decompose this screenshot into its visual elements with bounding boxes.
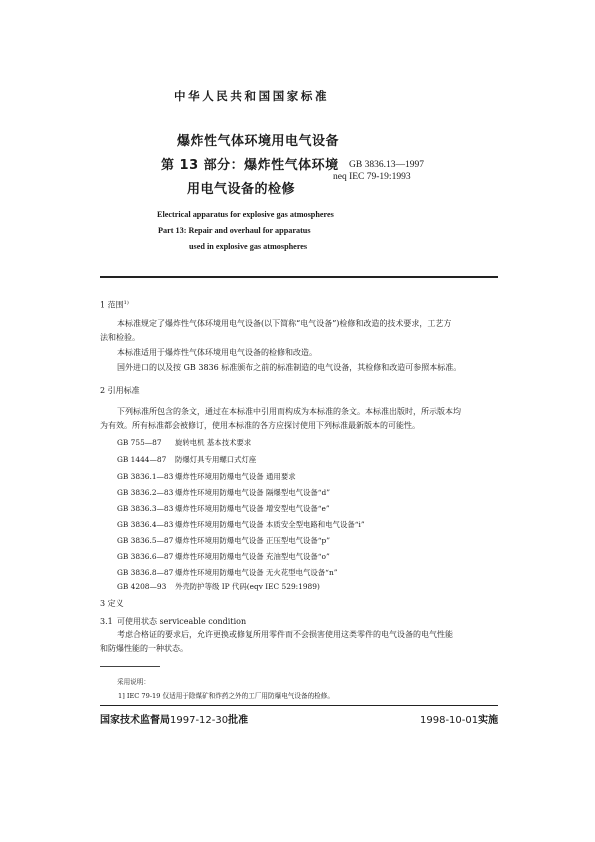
section-1-heading xyxy=(100,297,129,312)
header-divider xyxy=(100,276,498,278)
reference-item xyxy=(117,454,256,466)
references-intro-line-2: 为有效。所有标准都会被修订，使用本标准的各方应探讨使用下列标准最新版本的可能性。 xyxy=(100,421,420,430)
reference-item xyxy=(117,503,330,515)
implementation-suffix: 实施 xyxy=(478,715,499,726)
scope-paragraph-2: 本标准适用于爆炸性气体环境用电气设备的检修和改造。 xyxy=(117,348,317,357)
reference-title: 爆炸性环境用防爆电气设备 正压型电气设备“p” xyxy=(175,536,331,545)
footnote-mark: 1) xyxy=(123,300,129,306)
reference-title: 爆炸性环境用防爆电气设备 无火花型电气设备“n” xyxy=(175,568,338,577)
title-cn-line-1: 爆炸性气体环境用电气设备 xyxy=(177,134,340,149)
reference-code: GB 3836.1—83 xyxy=(117,472,174,481)
reference-title: 旋转电机 基本技术要求 xyxy=(175,438,252,447)
standard-number: GB 3836.13—1997 xyxy=(349,160,424,170)
section-1-title: 1 范围 xyxy=(100,300,124,310)
definition-term xyxy=(100,616,246,628)
definition-text-line-1: 考虑合格证的要求后，允许更换或修复所用零件而不会损害使用这类零件的电气设备的电气性能 xyxy=(117,630,453,639)
footnote-label: 采用说明： xyxy=(117,678,150,686)
reference-item xyxy=(117,437,251,449)
issue-suffix: 批准 xyxy=(228,715,249,726)
definition-number: 3.1 xyxy=(100,617,113,626)
title-cn-line-3: 用电气设备的检修 xyxy=(187,182,296,197)
reference-item xyxy=(117,471,296,483)
implementation-line xyxy=(420,711,498,726)
title-en-line-3: used in explosive gas atmospheres xyxy=(189,242,308,251)
approval-line xyxy=(100,711,248,726)
reference-title: 爆炸性环境用防爆电气设备 充油型电气设备“o” xyxy=(175,552,330,561)
title-en-line-1: Electrical apparatus for explosive gas atmospheres xyxy=(157,210,334,219)
reference-item xyxy=(117,487,330,499)
reference-code: GB 1444—87 xyxy=(117,455,167,464)
references-intro-line-1: 下列标准所包含的条文，通过在本标准中引用而构成为本标准的条文。本标准出版时，所示版本均 xyxy=(117,407,461,416)
reference-title: 爆炸性环境用防爆电气设备 通用要求 xyxy=(175,472,296,481)
reference-title: 爆炸性环境用防爆电气设备 隔爆型电气设备“d” xyxy=(175,488,331,497)
footnote-separator xyxy=(100,666,160,667)
scope-paragraph-3: 国外进口的以及按 GB 3836 标准颁布之前的标准制造的电气设备，其检修和改造可参照本标准。 xyxy=(117,363,462,372)
footnote-text: 1] IEC 79-19 仅适用于除煤矿和炸药之外的工厂用防爆电气设备的检修。 xyxy=(118,692,334,700)
definition-text-line-2: 和防爆性能的一种状态。 xyxy=(100,644,188,653)
reference-code: GB 3836.2—83 xyxy=(117,488,174,497)
national-standard-heading: 中华人民共和国国家标准 xyxy=(174,89,330,103)
reference-code: GB 4208—93 xyxy=(117,582,167,591)
definition-term-text: 可使用状态 serviceable condition xyxy=(117,617,247,626)
reference-item xyxy=(117,535,330,547)
title-en-line-2: Part 13: Repair and overhaul for apparatus xyxy=(158,226,311,235)
reference-item xyxy=(117,519,365,531)
issue-date: 1997-12-30 xyxy=(170,715,229,726)
reference-code: GB 3836.5—87 xyxy=(117,536,174,545)
reference-title: 爆炸性环境用防爆电气设备 本质安全型电路和电气设备“i” xyxy=(175,520,365,529)
reference-code: GB 755—87 xyxy=(117,438,162,447)
standard-equivalence: neq IEC 79-19:1993 xyxy=(333,172,411,182)
reference-code: GB 3836.6—87 xyxy=(117,552,174,561)
section-2-heading: 2 引用标准 xyxy=(100,386,140,395)
reference-item xyxy=(117,567,337,579)
reference-item xyxy=(117,551,330,563)
issuer-name: 国家技术监督局 xyxy=(100,715,170,726)
title-cn-line-2: 第 13 部分：爆炸性气体环境 xyxy=(161,158,339,173)
section-3-heading: 3 定义 xyxy=(100,599,124,608)
reference-code: GB 3836.8—87 xyxy=(117,568,174,577)
scope-paragraph-1-line-2: 法和检验。 xyxy=(100,333,140,342)
reference-title: 防爆灯具专用螺口式灯座 xyxy=(175,455,257,464)
reference-code: GB 3836.4—83 xyxy=(117,520,174,529)
scope-paragraph-1-line-1: 本标准规定了爆炸性气体环境用电气设备(以下简称“电气设备”)检修和改造的技术要求，工艺方 xyxy=(117,319,452,328)
reference-title: 爆炸性环境用防爆电气设备 增安型电气设备“e” xyxy=(175,504,330,513)
reference-title: 外壳防护等级 IP 代码(eqv IEC 529:1989) xyxy=(175,582,320,591)
implementation-date: 1998-10-01 xyxy=(420,715,479,726)
reference-code: GB 3836.3—83 xyxy=(117,504,174,513)
reference-item xyxy=(117,581,320,593)
footer-divider xyxy=(100,705,498,706)
